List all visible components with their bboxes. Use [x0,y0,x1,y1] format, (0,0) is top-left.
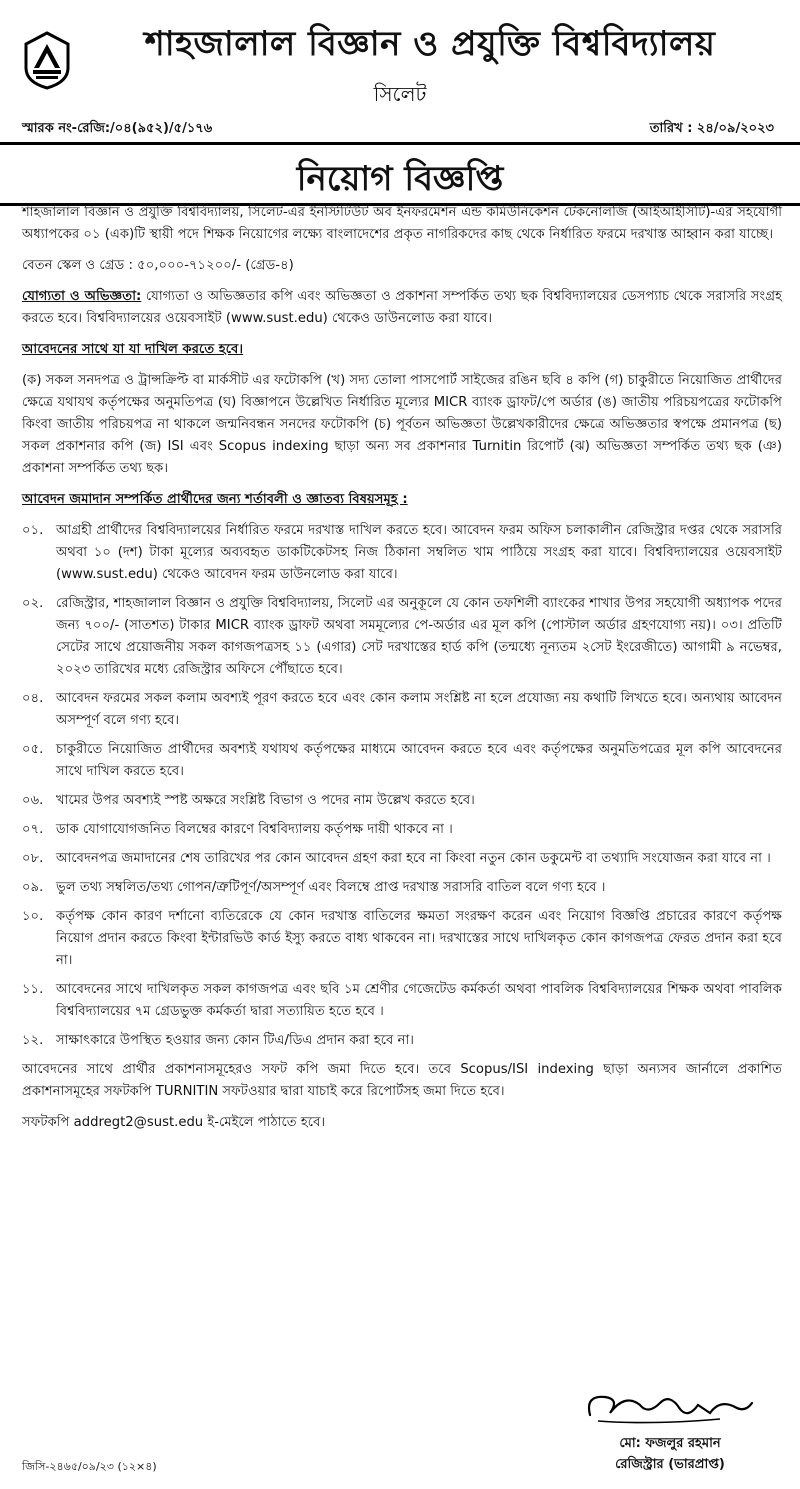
documents-heading: আবেদনের সাথে যা যা দাখিল করতে হবে। [22,342,244,357]
condition-text: আবেদন ফরমের সকল কলাম অবশ্যই পূরণ করতে হবে এবং কোন কলাম সংশ্লিষ্ট না হলে প্রযোজ্য নয় কথাটি লিখতে হবে। অন্যথায় আবেদন অসম্পূর্ণ বলে গণ্য হবে। [56,691,782,728]
condition-item [22,593,782,681]
signatory-name: মো: ফজলুর রহমান [619,1436,721,1451]
conditions-heading: আবেদন জমাদান সম্পর্কিত প্রার্থীদের জন্য শর্তাবলী ও জ্ঞাতব্য বিষয়সমূহ : [22,492,408,507]
condition-text: আগ্রহী প্রার্থীদের বিশ্ববিদ্যালয়ের নির্ধারিত ফরমে দরখাস্ত দাখিল করতে হবে। আবেদন ফরম অফিস চলাকালীন রেজিস্ট্রার দপ্তর থেকে সরাসরি অথবা ১০ (দশ) টাকা মূল্যের অব্যবহৃত ডাকটিকেটসহ নিজ ঠিকানা সম্বলিত খাম পাঠিয়ে সংগ্রহ করা যাবে। বিশ্ববিদ্যালয়ের ওয়েবসাইট (www.sust.edu) থেকেও আবেদন ফরম ডাউনলোড করা যাবে। [56,523,782,582]
condition-item [22,848,782,870]
condition-text: আবেদনপত্র জমাদানের শেষ তারিখের পর কোন আবেদন গ্রহণ করা হবে না কিংবা নতুন কোন ডকুমেন্ট বা তথ্যাদি সংযোজন করা যাবে না । [56,851,771,866]
condition-item [22,979,782,1023]
condition-text: খামের উপর অবশ্যই স্পষ্ট অক্ষরে সংশ্লিষ্ট বিভাগ ও পদের নাম উল্লেখ করতে হবে। [56,793,475,808]
memo-number: স্মারক নং-রেজি:/০৪(৯৫২)/৫/১৭৬ [22,121,213,136]
condition-item [22,1030,782,1052]
condition-text: কর্তৃপক্ষ কোন কারণ দর্শানো ব্যতিরেকে যে কোন দরখাস্ত বাতিলের ক্ষমতা সংরক্ষণ করেন এবং নিয়োগ বিজ্ঞপ্তি প্রচারের কারণে কর্তৃপক্ষ নিয়োগ প্রদান করতে কিংবা ইন্টারভিউ কার্ড ইস্যু করতে বাধ্য থাকবেন না। দরখাস্তের সাথে দাখিলকৃত কোন কাগজপত্র ফেরত প্রদান করা হবে না। [56,909,782,968]
email-instruction: সফটকপি addregt2@sust.edu ই-মেইলে পাঠাতে হবে। [22,1115,326,1130]
condition-item [22,819,782,841]
condition-item [22,906,782,972]
condition-number: ১১. [22,982,44,997]
condition-text: ডাক যোগাযোগজনিত বিলম্বের কারণে বিশ্ববিদ্যালয় কর্তৃপক্ষ দায়ী থাকবে না । [56,822,453,837]
letterhead [0,0,800,110]
salary-line: বেতন স্কেল ও গ্রেড : ৫০,০০০-৭১২০০/- (গ্রেড-৪) [22,258,294,273]
qualification-paragraph [22,286,782,330]
condition-item [22,688,782,732]
signature-block [560,1385,780,1476]
condition-number: ১২. [22,1033,44,1048]
condition-item [22,877,782,899]
notice-body [22,202,782,1143]
condition-number: ০৭. [22,822,44,837]
condition-text: চাকুরীতে নিয়োজিত প্রার্থীদের অবশ্যই যথাযথ কর্তৃপক্ষের মাধ্যমে আবেদন করতে হবে এবং কর্তৃপক্ষের অনুমতিপত্রের মূল কপি আবেদনের সাথে দাখিল করতে হবে। [56,742,782,779]
signatory-title: রেজিস্ট্রার (ভারপ্রাপ্ত) [615,1457,725,1472]
condition-number: ০৮. [22,851,44,866]
closing-paragraph: আবেদনের সাথে প্রার্থীর প্রকাশনাসমূহেরও সফট কপি জমা দিতে হবে। তবে Scopus/ISI indexing ছাড়া অন্যসব জার্নালে প্রকাশিত প্রকাশনাসমূহের সফটকপি TURNITIN সফটওয়ার দ্বারা যাচাই করে রিপোর্টসহ জমা দিতে হবে। [22,1062,782,1099]
condition-number: ১০. [22,909,44,924]
condition-text: ভুল তথ্য সম্বলিত/তথ্য গোপন/ত্রুটিপূর্ণ/অসম্পূর্ণ এবং বিলম্বে প্রাপ্ত দরখাস্ত সরাসরি বাতিল বলে গণ্য হবে । [56,880,606,895]
condition-number: ০৫. [22,742,44,757]
condition-item [22,790,782,812]
condition-text: সাক্ষাৎকারে উপস্থিত হওয়ার জন্য কোন টিএ/ডিএ প্রদান করা হবে না। [56,1033,414,1048]
university-name: শাহজালাল বিজ্ঞান ও প্রযুক্তি বিশ্ববিদ্যালয় [144,24,716,64]
condition-number: ০৬. [22,793,44,808]
condition-item [22,520,782,586]
title-banner [0,142,800,206]
print-code: জিসি-২৪৬৫/০৯/২৩ (১২×৪) [22,1460,157,1473]
condition-number: ০৪. [22,691,44,706]
intro-paragraph: শাহজালাল বিজ্ঞান ও প্রযুক্তি বিশ্ববিদ্যালয়, সিলেট-এর ইনস্টিটিউট অব ইনফরমেশন এন্ড কমিউনিকেশন টেকনোলজি (আইআইসিটি)-এর সহযোগী অধ্যাপকের ০১ (এক)টি স্থায়ী পদে শিক্ষক নিয়োগের লক্ষ্যে বাংলাদেশের প্রকৃত নাগরিকদের কাছ থেকে নির্ধারিত ফরমে দরখাস্ত আহ্বান করা যাচ্ছে। [22,205,782,242]
notice-title: নিয়োগ বিজ্ঞপ্তি [296,159,504,199]
issue-date: তারিখ : ২৪/০৯/২০২৩ [649,121,774,136]
condition-item [22,739,782,783]
documents-list: (ক) সকল সনদপত্র ও ট্রান্সক্রিপ্ট বা মার্কসীট এর ফটোকপি (খ) সদ্য তোলা পাসপোর্ট সাইজের রঙিন ছবি ৪ কপি (গ) চাকুরীতে নিয়োজিত প্রার্থীদের ক্ষেত্রে যথাযথ কর্তৃপক্ষের অনুমতিপত্র (ঘ) বিজ্ঞাপনে উল্লেখিত নির্ধারিত মূল্যের MICR ব্যাংক ড্রাফট/পে অর্ডার (ঙ) জাতীয় পরিচয়পত্রের ফটোকপি কিংবা জাতীয় পরিচয়পত্র না থাকলে জন্মনিবন্ধন সনদের ফটোকপি (চ) পূর্বতন অভিজ্ঞতা উল্লেখকারীদের ক্ষেত্রে অভিজ্ঞতার স্বপক্ষে প্রমানপত্র (ছ) সকল প্রকাশনার কপি (জ) ISI এবং Scopus indexing ছাড়া অন্য সব প্রকাশনার Turnitin রিপোর্ট (ঝ) অভিজ্ঞতা সম্পর্কিত তথ্য ছক (ঞ) প্রকাশনা সম্পর্কিত তথ্য ছক। [22,373,782,476]
condition-text: রেজিস্ট্রার, শাহজালাল বিজ্ঞান ও প্রযুক্তি বিশ্ববিদ্যালয়, সিলেট এর অনুকূলে যে কোন তফশিলী ব্যাংকের শাখার উপর সহযোগী অধ্যাপক পদের জন্য ৭০০/- (সাতশত) টাকার MICR ব্যাংক ড্রাফট অথবা সমমূল্যের পে-অর্ডার এর মূল কপি (পোস্টাল অর্ডার গ্রহণযোগ্য নয়)। ০৩। প্রতিটি সেটের সাথে প্রয়োজনীয় সকল কাগজপত্রসহ ১১ (এগার) সেট দরখাস্তের হার্ড কপি (তন্মধ্যে নূন্যতম ২সেট ইংরেজীতে) আগামী ৯ নভেম্বর, ২০২৩ তারিখের মধ্যে রেজিস্ট্রার অফিসে পৌঁছাতে হবে। [56,596,782,677]
handwritten-signature [570,1385,770,1430]
condition-text: আবেদনের সাথে দাখিলকৃত সকল কাগজপত্র এবং ছবি ১ম শ্রেণীর গেজেটেড কর্মকর্তা অথবা পাবলিক বিশ্ববিদ্যালয়ের শিক্ষক অথবা পাবলিক বিশ্ববিদ্যালয়ের ৭ম গ্রেডভুক্ত কর্মকর্তা দ্বারা সত্যায়িত হতে হবে । [56,982,782,1019]
condition-number: ০৯. [22,880,44,895]
qualification-text: যোগ্যতা ও অভিজ্ঞতার কপি এবং অভিজ্ঞতা ও প্রকাশনা সম্পর্কিত তথ্য ছক বিশ্ববিদ্যালয়ের ডেসপ্যাচ থেকে সরাসরি সংগ্রহ করতে হবে। বিশ্ববিদ্যালয়ের ওয়েবসাইট (www.sust.edu) থেকেও ডাউনলোড করা যাবে। [22,289,783,326]
condition-number: ০২. [22,596,44,611]
condition-number: ০১. [22,523,44,538]
qualification-label: যোগ্যতা ও অভিজ্ঞতা: [22,289,142,304]
city-name: সিলেট [373,82,427,106]
